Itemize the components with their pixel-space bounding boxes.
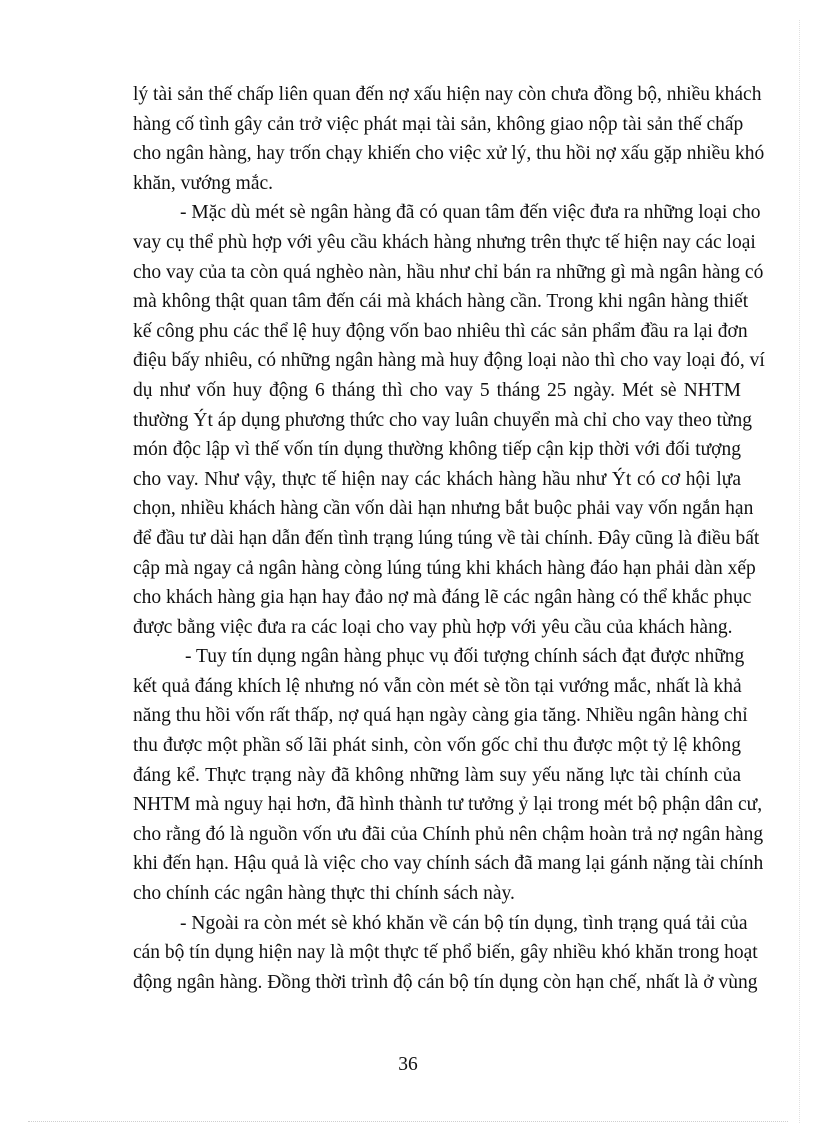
text-line: lý tài sản thế chấp liên quan đến nợ xấu hiện nay còn chưa đồng bộ, nhiều khách [133, 84, 762, 105]
text-line: hàng cố tình gây cản trở việc phát mại tài sản, không giao nộp tài sản thế chấp [133, 113, 744, 135]
text-line: dụ như vốn huy động 6 tháng thì cho vay 5 tháng 25 ngày. Mét sè NHTM [133, 379, 741, 401]
text-line: kế công phu các thể lệ huy động vốn bao nhiêu thì các sản phẩm đầu ra lại đơn [133, 320, 748, 342]
text-line: được bằng việc đưa ra các loại cho vay phù hợp với yêu cầu của khách hàng. [133, 616, 733, 638]
text-line: NHTM mà nguy hại hơn, đã hình thành tư tưởng ỷ lại trong mét bộ phận dân cư, [133, 794, 763, 816]
text-line: để đầu tư dài hạn dẫn đến tình trạng lúng túng về tài chính. Đây cũng là điều bất [133, 527, 760, 549]
text-line: thường Ýt áp dụng phương thức cho vay luân chuyển mà chỉ cho vay theo từng [133, 409, 753, 431]
text-line: cho vay. Như vậy, thực tế hiện nay các khách hàng hầu như Ýt có cơ hội lựa [133, 468, 741, 490]
text-line: năng thu hồi vốn rất thấp, nợ quá hạn ngày càng gia tăng. Nhiều ngân hàng chỉ [133, 705, 748, 727]
text-line: cho rằng đó là nguồn vốn ưu đãi của Chính phủ nên chậm hoàn trả nợ ngân hàng [133, 823, 764, 845]
text-line: mà không thật quan tâm đến cái mà khách hàng cần. Trong khi ngân hàng thiết [133, 291, 749, 313]
text-line: chọn, nhiều khách hàng cần vốn dài hạn nhưng bắt buộc phải vay vốn ngắn hạn [133, 498, 754, 520]
text-line: thu được một phần số lãi phát sinh, còn vốn gốc chỉ thu được một tỷ lệ không [133, 735, 741, 757]
page-number: 36 [398, 1054, 418, 1075]
page-edge-divider [799, 20, 800, 1123]
paragraph-start: - Tuy tín dụng ngân hàng phục vụ đối tượng chính sách đạt được những [185, 646, 745, 668]
text-line: cho ngân hàng, hay trốn chạy khiến cho việc xử lý, thu hồi nợ xấu gặp nhiều khó [133, 143, 765, 165]
text-line: vay cụ thể phù hợp với yêu cầu khách hàng nhưng trên thực tế hiện nay các loại [133, 231, 756, 253]
text-line: khi đến hạn. Hậu quả là việc cho vay chính sách đã mang lại gánh nặng tài chính [133, 853, 764, 875]
text-line: đáng kể. Thực trạng này đã không những làm suy yếu năng lực tài chính của [133, 764, 741, 786]
text-line: điệu bấy nhiêu, có những ngân hàng mà huy động loại nào thì cho vay loại đó, ví [133, 350, 765, 372]
text-line: kết quả đáng khích lệ nhưng nó vẫn còn mét sè tồn tại vướng mắc, nhất là khả [133, 675, 742, 697]
text-line: cho khách hàng gia hạn hay đảo nợ mà đáng lẽ các ngân hàng có thể khắc phục [133, 587, 752, 609]
text-line: cán bộ tín dụng hiện nay là một thực tế phổ biến, gây nhiều khó khăn trong hoạt [133, 942, 758, 964]
text-line: khăn, vướng mắc. [133, 172, 274, 194]
text-line: món độc lập vì thế vốn tín dụng thường không tiếp cận kịp thời với đối tượng [133, 439, 741, 461]
text-line: động ngân hàng. Đồng thời trình độ cán bộ tín dụng còn hạn chế, nhất là ở vùng [133, 971, 758, 993]
paragraph-start: - Ngoài ra còn mét sè khó khăn về cán bộ tín dụng, tình trạng quá tải của [180, 912, 748, 934]
text-line: cho chính các ngân hàng thực thi chính sách này. [133, 883, 515, 905]
paragraph-start: - Mặc dù mét sè ngân hàng đã có quan tâm đến việc đưa ra những loại cho [180, 202, 761, 224]
text-line: cho vay của ta còn quá nghèo nàn, hầu như chỉ bán ra những gì mà ngân hàng có [133, 261, 764, 283]
page-bottom-divider [28, 1121, 788, 1122]
body-text [133, 80, 765, 997]
text-line: cập mà ngay cả ngân hàng còng lúng túng khi khách hàng đáo hạn phải dàn xếp [133, 557, 756, 579]
